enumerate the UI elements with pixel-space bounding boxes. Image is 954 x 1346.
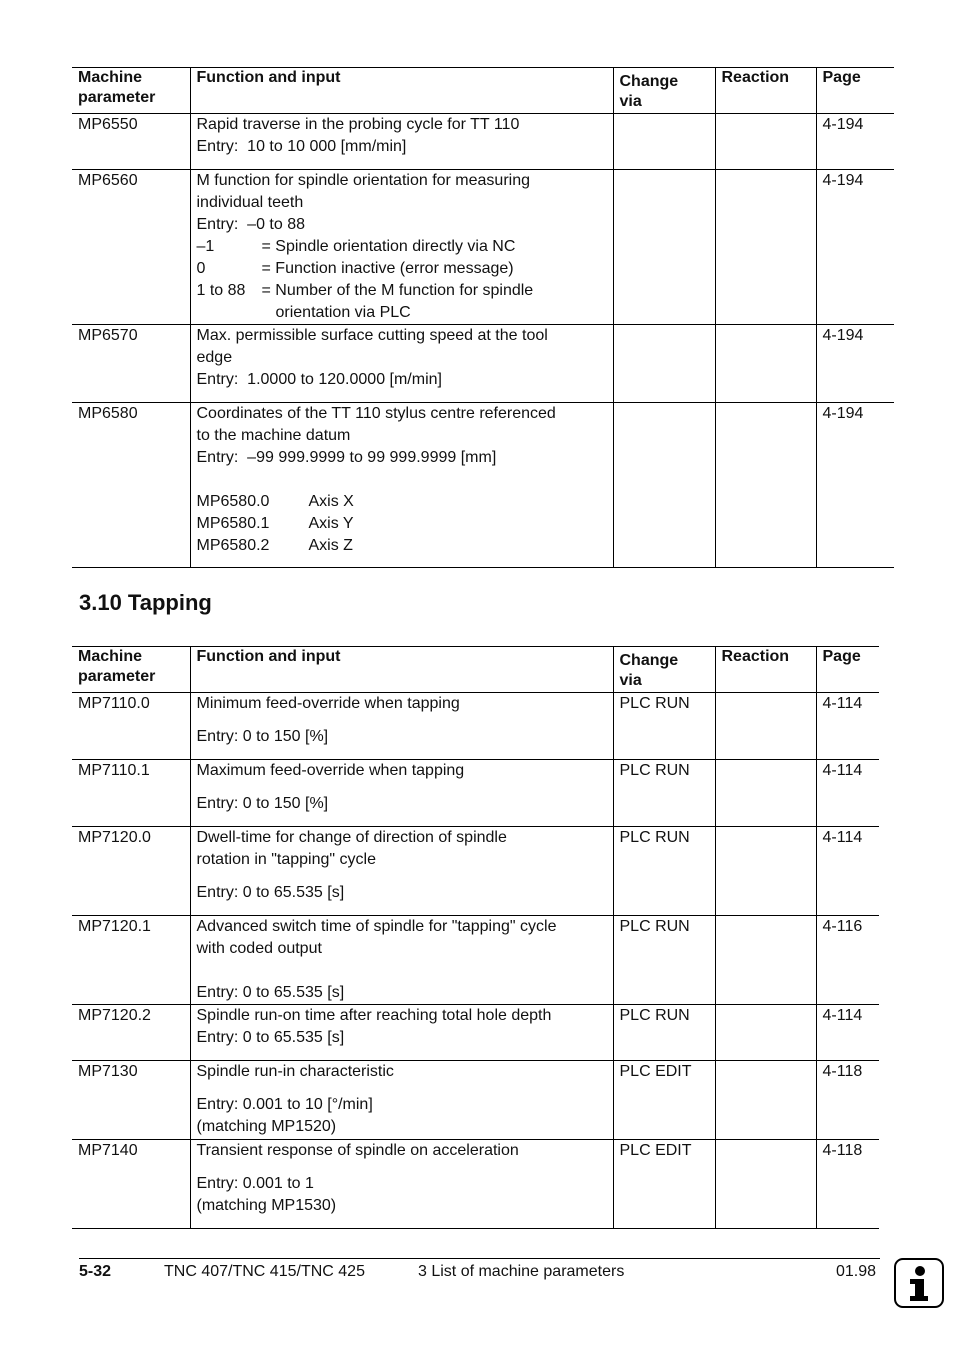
cell-reaction xyxy=(715,827,816,916)
function-line: M function for spindle orientation for measuring xyxy=(196,172,531,189)
table-row xyxy=(72,1061,879,1140)
function-line: rotation in "tapping" cycle xyxy=(196,851,376,868)
table-row xyxy=(72,760,879,827)
cell-change-via: PLC RUN xyxy=(613,693,715,760)
function-line: Transient response of spindle on acceleration xyxy=(196,1142,519,1159)
cell-change-via xyxy=(613,403,715,568)
cell-reaction xyxy=(715,760,816,827)
cell-parameter: MP6570 xyxy=(72,325,190,403)
function-line: Minimum feed-override when tapping xyxy=(196,695,460,712)
option-continuation: orientation via PLC xyxy=(275,304,411,321)
entry-line: Entry: 0.001 to 10 [°/min] xyxy=(196,1096,373,1113)
cell-page: 4-118 xyxy=(816,1061,879,1140)
cell-function xyxy=(190,916,613,1005)
spacer xyxy=(197,871,607,882)
info-glyph xyxy=(896,1260,942,1306)
cell-page: 4-114 xyxy=(816,1005,879,1061)
function-line: individual teeth xyxy=(196,194,304,211)
cell-reaction xyxy=(715,114,816,170)
cell-change-via: PLC RUN xyxy=(613,916,715,1005)
option-key: 1 to 88 xyxy=(196,282,246,299)
cell-page: 4-118 xyxy=(816,1140,879,1229)
function-line: to the machine datum xyxy=(196,427,351,444)
entry-line: Entry: 0.001 to 1 xyxy=(196,1175,314,1192)
cell-reaction xyxy=(715,693,816,760)
option-key: 0 xyxy=(196,260,206,277)
entry-line: (matching MP1530) xyxy=(196,1197,337,1214)
spacer xyxy=(197,715,607,726)
cell-function xyxy=(190,1061,613,1140)
cell-page: 4-114 xyxy=(816,693,879,760)
header-machine-parameter: Machine parameter xyxy=(72,68,190,114)
cell-page: 4-194 xyxy=(816,403,894,568)
cell-change-via xyxy=(613,114,715,170)
table-header-row xyxy=(72,647,879,693)
table-row xyxy=(72,916,879,1005)
option-text: = Function inactive (error message) xyxy=(261,260,514,277)
axis-name: Axis X xyxy=(308,493,354,510)
entry-line: Entry: 0 to 150 [%] xyxy=(196,795,329,812)
axis-line xyxy=(197,491,607,513)
function-line: Entry: 10 to 10 000 [mm/min] xyxy=(196,138,407,155)
spacer xyxy=(197,782,607,793)
table-row xyxy=(72,325,894,403)
header-function-input: Function and input xyxy=(190,68,613,114)
axis-id: MP6580.2 xyxy=(196,537,270,554)
axis-name: Axis Y xyxy=(308,515,354,532)
cell-parameter: MP6550 xyxy=(72,114,190,170)
table-row xyxy=(72,114,894,170)
cell-function xyxy=(190,325,613,403)
header-function-input: Function and input xyxy=(190,647,613,693)
header-reaction: Reaction xyxy=(715,647,816,693)
cell-parameter: MP7120.1 xyxy=(72,916,190,1005)
cell-change-via: PLC EDIT xyxy=(613,1061,715,1140)
cell-function xyxy=(190,170,613,325)
option-text: = Spindle orientation directly via NC xyxy=(261,238,516,255)
option-line xyxy=(197,258,607,280)
cell-reaction xyxy=(715,325,816,403)
cell-reaction xyxy=(715,1061,816,1140)
table-row xyxy=(72,403,894,568)
entry-line: (matching MP1520) xyxy=(196,1118,337,1135)
cell-function xyxy=(190,760,613,827)
cell-parameter: MP6560 xyxy=(72,170,190,325)
blank-line xyxy=(197,469,607,491)
function-line: Dwell-time for change of direction of spindle xyxy=(196,829,507,846)
cell-reaction xyxy=(715,403,816,568)
axis-name: Axis Z xyxy=(308,537,353,554)
spacer xyxy=(197,960,607,982)
cell-function xyxy=(190,114,613,170)
cell-parameter: MP7110.0 xyxy=(72,693,190,760)
spacer xyxy=(197,1162,607,1173)
cell-page: 4-194 xyxy=(816,114,894,170)
cell-page: 4-194 xyxy=(816,170,894,325)
footer-page-number: 5-32 xyxy=(79,1263,112,1280)
cell-reaction xyxy=(715,916,816,1005)
cell-function xyxy=(190,693,613,760)
cell-change-via: PLC RUN xyxy=(613,827,715,916)
function-line: Entry: –99 999.9999 to 99 999.9999 [mm] xyxy=(196,449,497,466)
function-line: Entry: –0 to 88 xyxy=(196,216,306,233)
option-line xyxy=(197,280,607,302)
parameters-table-probing xyxy=(72,67,894,568)
cell-parameter: MP7140 xyxy=(72,1140,190,1229)
entry-line: Entry: 0 to 65.535 [s] xyxy=(196,884,345,901)
header-machine-parameter: Machine parameter xyxy=(72,647,190,693)
header-page: Page xyxy=(816,647,879,693)
spacer xyxy=(197,1083,607,1094)
header-change-via: Change via xyxy=(613,68,715,114)
function-line: Spindle run-in characteristic xyxy=(196,1063,394,1080)
table-row xyxy=(72,170,894,325)
cell-change-via: PLC RUN xyxy=(613,1005,715,1061)
header-change-via: Change via xyxy=(613,647,715,693)
header-reaction: Reaction xyxy=(715,68,816,114)
function-line: Max. permissible surface cutting speed at the tool xyxy=(196,327,548,344)
entry-line: Entry: 0 to 150 [%] xyxy=(196,728,329,745)
cell-function xyxy=(190,1140,613,1229)
cell-change-via: PLC RUN xyxy=(613,760,715,827)
section-title: 3.10 Tapping xyxy=(79,590,212,615)
cell-change-via xyxy=(613,170,715,325)
function-line: Entry: 1.0000 to 120.0000 [m/min] xyxy=(196,371,442,388)
cell-parameter: MP6580 xyxy=(72,403,190,568)
table-row xyxy=(72,693,879,760)
cell-page: 4-114 xyxy=(816,827,879,916)
table-row xyxy=(72,827,879,916)
footer-rule xyxy=(79,1258,880,1259)
cell-page: 4-114 xyxy=(816,760,879,827)
axis-id: MP6580.0 xyxy=(196,493,270,510)
function-line: edge xyxy=(196,349,233,366)
option-key: –1 xyxy=(196,238,215,255)
cell-change-via: PLC EDIT xyxy=(613,1140,715,1229)
axis-line xyxy=(197,513,607,535)
cell-reaction xyxy=(715,170,816,325)
cell-reaction xyxy=(715,1005,816,1061)
cell-parameter: MP7110.1 xyxy=(72,760,190,827)
cell-parameter: MP7120.0 xyxy=(72,827,190,916)
cell-reaction xyxy=(715,1140,816,1229)
parameters-table-tapping xyxy=(72,646,879,1229)
function-line: Rapid traverse in the probing cycle for TT 110 xyxy=(196,116,520,133)
option-text: = Number of the M function for spindle xyxy=(261,282,534,299)
footer-date: 01.98 xyxy=(836,1263,877,1280)
cell-function xyxy=(190,1005,613,1061)
function-line: Advanced switch time of spindle for "tapping" cycle xyxy=(196,918,557,935)
function-line: Coordinates of the TT 110 stylus centre referenced xyxy=(196,405,556,422)
footer-chapter: 3 List of machine parameters xyxy=(418,1263,625,1280)
table-row xyxy=(72,1140,879,1229)
table-row xyxy=(72,1005,879,1061)
cell-change-via xyxy=(613,325,715,403)
table-header-row xyxy=(72,68,894,114)
cell-page: 4-116 xyxy=(816,916,879,1005)
axis-id: MP6580.1 xyxy=(196,515,270,532)
cell-function xyxy=(190,827,613,916)
footer-model: TNC 407/TNC 415/TNC 425 xyxy=(164,1263,365,1280)
cell-parameter: MP7130 xyxy=(72,1061,190,1140)
cell-page: 4-194 xyxy=(816,325,894,403)
header-page: Page xyxy=(816,68,894,114)
option-line xyxy=(197,236,607,258)
cell-parameter: MP7120.2 xyxy=(72,1005,190,1061)
axis-line xyxy=(197,535,607,557)
info-icon xyxy=(894,1258,944,1308)
function-line: Maximum feed-override when tapping xyxy=(196,762,465,779)
entry-line: Entry: 0 to 65.535 [s] xyxy=(196,984,345,1001)
function-line: Spindle run-on time after reaching total hole depth xyxy=(196,1007,552,1024)
function-line: Entry: 0 to 65.535 [s] xyxy=(196,1029,345,1046)
function-line: with coded output xyxy=(196,940,322,957)
cell-function xyxy=(190,403,613,568)
